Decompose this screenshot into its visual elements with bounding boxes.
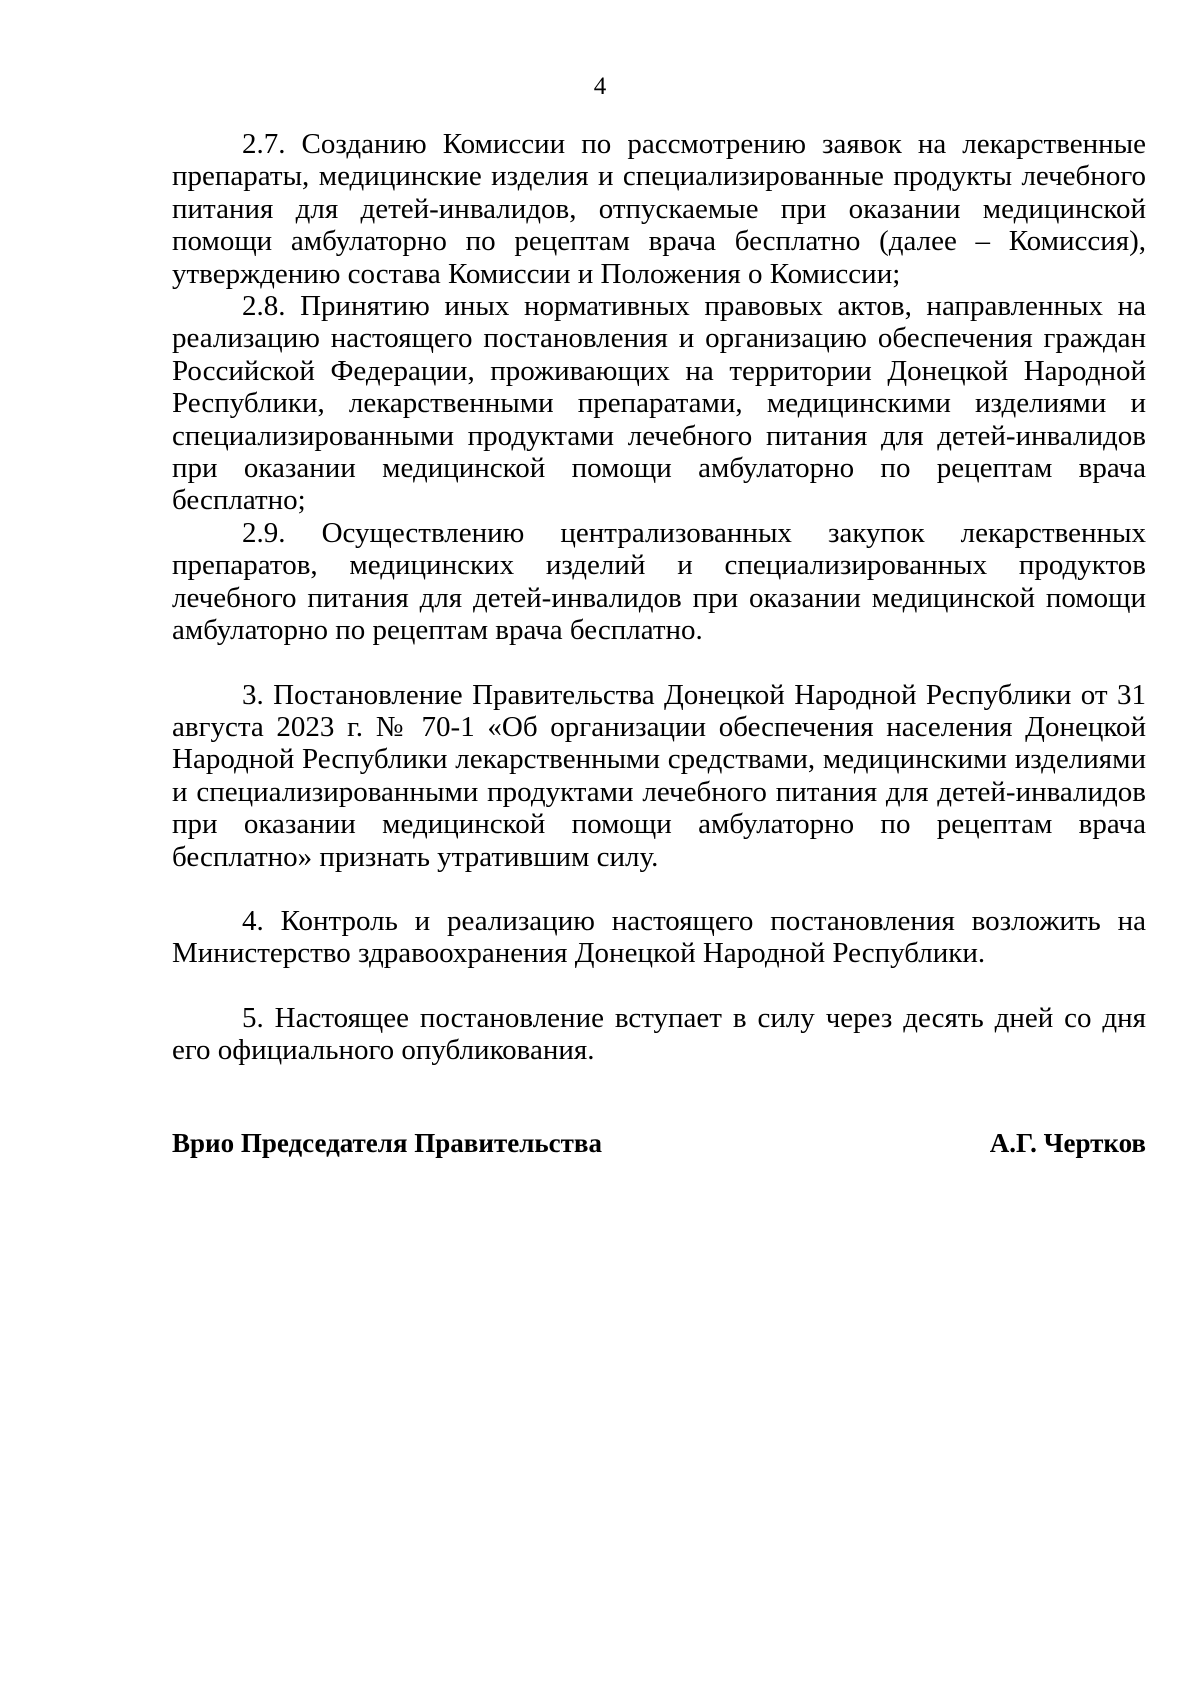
paragraph-2-7: 2.7. Созданию Комиссии по рассмотрению заявок на лекарственные препараты, медицинские изделия и специализированные продукты лечебного питания для детей-инвалидов, отпускаемые при оказании медицинской помощи амбулаторно по рецептам врача бесплатно (далее – Комиссия), утверждению состава Комиссии и Положения о Комиссии; [172, 128, 1146, 290]
page-number: 4 [593, 73, 607, 100]
paragraph-4: 4. Контроль и реализацию настоящего постановления возложить на Министерство здравоохранения Донецкой Народной Республики. [172, 904, 1146, 970]
paragraph-3: 3. Постановление Правительства Донецкой Народной Республики от 31 августа 2023 г. № 70-1 «Об организации обеспечения населения Донецкой Народной Республики лекарственными средствами, медицинскими изделиями и специализированными продуктами лечебного питания для детей-инвалидов при оказании медицинской помощи амбулаторно по рецептам врача бесплатно» признать утратившим силу. [172, 678, 1146, 873]
signatory-position: Врио Председателя Правительства [172, 1128, 602, 1158]
paragraph-2-9: 2.9. Осуществлению централизованных закупок лекарственных препаратов, медицинских изделий и специализированных продуктов лечебного питания для детей-инвалидов при оказании медицинской помощи амбулаторно по рецептам врача бесплатно. [172, 516, 1146, 647]
signature-block [172, 1127, 1146, 1159]
signatory-name: А.Г. Чертков [989, 1128, 1146, 1158]
paragraph-2-8: 2.8. Принятию иных нормативных правовых актов, направленных на реализацию настоящего постановления и организацию обеспечения граждан Российской Федерации, проживающих на территории Донецкой Народной Республики, лекарственными препаратами, медицинскими изделиями и специализированными продуктами лечебного питания для детей-инвалидов при оказании медицинской помощи амбулаторно по рецептам врача бесплатно; [172, 290, 1146, 517]
document-body [172, 128, 1146, 1067]
paragraph-5: 5. Настоящее постановление вступает в силу через десять дней со дня его официального опубликования. [172, 1001, 1146, 1067]
